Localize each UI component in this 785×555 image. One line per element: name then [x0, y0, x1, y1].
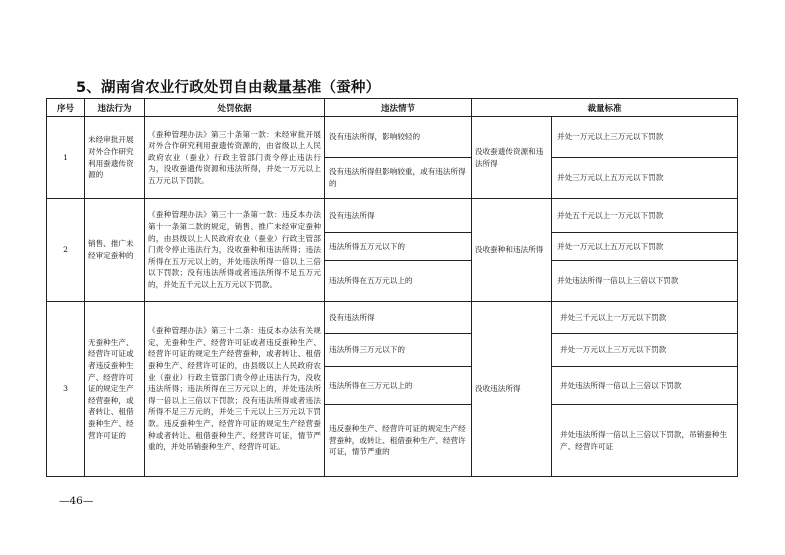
header-standard: 裁量标准	[472, 99, 738, 117]
page-title: 5、湖南省农业行政处罚自由裁量基准（蚕种）	[76, 80, 381, 96]
confiscation-measure: 没收蚕遗传资源和违法所得	[472, 117, 552, 199]
violation-situation: 没有违法所得但影响较重，或有违法所得的	[325, 158, 472, 199]
violation-situation: 违法所得在五万元以上的	[325, 261, 472, 302]
header-no: 序号	[47, 99, 85, 117]
penalty-basis: 《蚕种管理办法》第三十二条：违反本办法有关规定，无蚕种生产、经营许可证或者违反蚕种生产、经营许可证的规定生产经营蚕种，或者转让、租借蚕种生产、经营许可证的，由县级以上人民政府农业（蚕业）行政主管部门责令停止违法行为，没收违法所得；违法所得在三万元以上的，并处违法所得一倍以上三倍以下罚款；没有违法所得或者违法所得不足三万元的，并处三千元以上三万元以下罚款。违反蚕种生产、经营许可证的规定生产经营蚕种或者转让、租借蚕种生产、经营许可证，情节严重的，并处吊销蚕种生产、经营许可证。	[145, 302, 325, 477]
confiscation-measure: 没收违法所得	[472, 302, 552, 477]
penalty-basis: 《蚕种管理办法》第三十一条第一款：违反本办法第十一条第二款的规定，销售、推广未经审定蚕种的，由县级以上人民政府农业（蚕业）行政主管部门责令停止违法行为，没收蚕种和违法所得；违法所得在五万元以上的，并处违法所得一倍以上三倍以下罚款；没有违法所得或者违法所得不足五万元的，并处五千元以上五万元以下罚款。	[145, 199, 325, 302]
table-row	[47, 199, 738, 233]
penalty-standard: 并处一万元以上三万元以下罚款	[552, 334, 738, 367]
row-number: 3	[47, 302, 85, 477]
penalty-standard: 并处违法所得一倍以上三倍以下罚款，吊销蚕种生产、经营许可证	[552, 405, 738, 477]
penalty-standard: 并处违法所得一倍以上三倍以下罚款	[552, 261, 738, 302]
violation-act: 未经审批开展对外合作研究利用蚕遗传资源的	[85, 117, 145, 199]
violation-situation: 违法所得五万元以下的	[325, 233, 472, 261]
header-situation: 违法情节	[325, 99, 472, 117]
penalty-standard: 并处一万元以上五万元以下罚款	[552, 233, 738, 261]
penalty-standard: 并处三千元以上一万元以下罚款	[552, 302, 738, 334]
violation-situation: 没有违法所得	[325, 199, 472, 233]
penalty-standard: 并处五千元以上一万元以下罚款	[552, 199, 738, 233]
violation-situation: 违法所得三万元以下的	[325, 334, 472, 367]
discretion-table	[46, 98, 738, 477]
header-row	[47, 99, 738, 117]
penalty-basis: 《蚕种管理办法》第三十条第一款：未经审批开展对外合作研究利用蚕遗传资源的，由省级以上人民政府农业（蚕业）行政主管部门责令停止违法行为，没收蚕遗传资源和违法所得，并处一万元以上五万元以下罚款。	[145, 117, 325, 199]
violation-situation: 没有违法所得	[325, 302, 472, 334]
penalty-standard: 并处违法所得一倍以上三倍以下罚款	[552, 367, 738, 405]
violation-act: 无蚕种生产、经营许可证或者违反蚕种生产、经营许可证的规定生产经营蚕种，或者转让、租借蚕种生产、经营许可证的	[85, 302, 145, 477]
penalty-standard: 并处一万元以上三万元以下罚款	[552, 117, 738, 158]
violation-situation: 违法所得在三万元以上的	[325, 367, 472, 405]
violation-act: 销售、推广未经审定蚕种的	[85, 199, 145, 302]
header-basis: 处罚依据	[145, 99, 325, 117]
violation-situation: 违反蚕种生产、经营许可证的规定生产经营蚕种，或转让、租借蚕种生产、经营许可证，情节严重的	[325, 405, 472, 477]
row-number: 1	[47, 117, 85, 199]
row-number: 2	[47, 199, 85, 302]
penalty-standard: 并处三万元以上五万元以下罚款	[552, 158, 738, 199]
table-row	[47, 117, 738, 158]
header-act: 违法行为	[85, 99, 145, 117]
violation-situation: 没有违法所得，影响较轻的	[325, 117, 472, 158]
page-number: —46—	[59, 495, 94, 507]
table-row	[47, 302, 738, 334]
confiscation-measure: 没收蚕种和违法所得	[472, 199, 552, 302]
